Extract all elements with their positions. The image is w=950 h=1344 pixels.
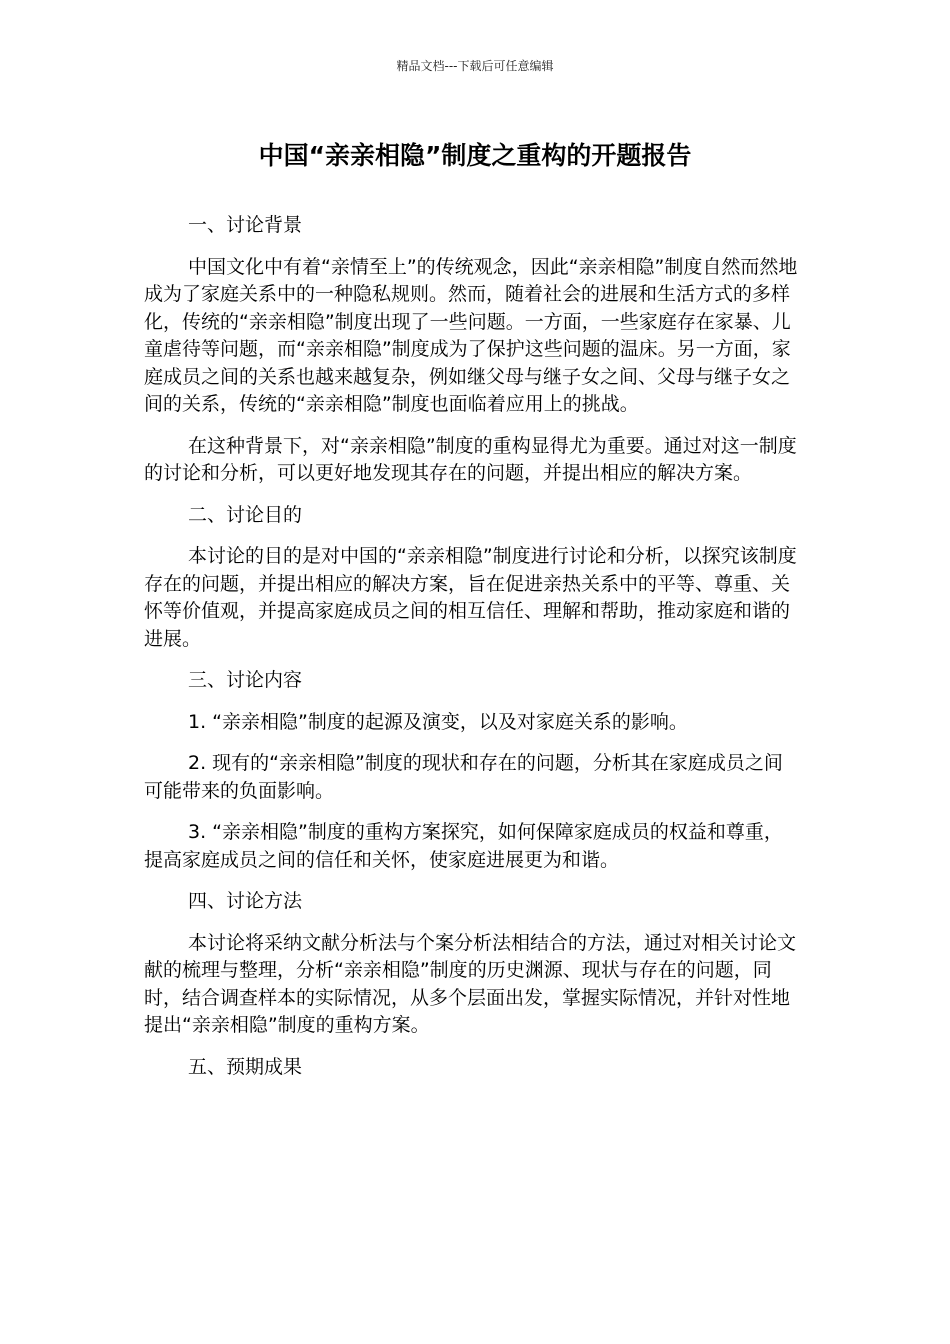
paragraph-background-1: 中国文化中有着“亲情至上”的传统观念，因此“亲亲相隐”制度自然而然地成为了家庭关系中的一种隐私规则。然而，随着社会的进展和生活方式的多样化，传统的“亲亲相隐”制度出现了一些问题。一方面，一些家庭存在家暴、儿童虐待等问题，而“亲亲相隐”制度成为了保护这些问题的温床。另一方面，家庭成员之间的关系也越来越复杂，例如继父母与继子女之间、父母与继子女之间的关系，传统的“亲亲相隐”制度也面临着应用上的挑战。 [144,255,798,415]
list-item-content-2: 2. 现有的“亲亲相隐”制度的现状和存在的问题，分析其在家庭成员之间可能带来的负面影响。 [144,752,783,802]
paragraph-purpose: 本讨论的目的是对中国的“亲亲相隐”制度进行讨论和分析，以探究该制度存在的问题，并提出相应的解决方案，旨在促进亲热关系中的平等、尊重、关怀等价值观，并提高家庭成员之间的相互信任、理解和帮助，推动家庭和谐的进展。 [144,545,797,650]
list-item-content-1: 1. “亲亲相隐”制度的起源及演变，以及对家庭关系的影响。 [188,710,688,733]
document-title: 中国“亲亲相隐”制度之重构的开题报告 [258,141,692,170]
section-heading-background: 一、讨论背景 [188,214,303,236]
section-heading-method: 四、讨论方法 [188,890,303,912]
section-heading-expected-results: 五、预期成果 [188,1055,303,1078]
paragraph-method: 本讨论将采纳文献分析法与个案分析法相结合的方法，通过对相关讨论文献的梳理与整理，分析“亲亲相隐”制度的历史渊源、现状与存在的问题，同时，结合调查样本的实际情况，从多个层面出发，掌握实际情况，并针对性地提出“亲亲相隐”制度的重构方案。 [144,931,797,1036]
page-header-note: 精品文档---下载后可任意编辑 [396,59,554,73]
paragraph-background-2: 在这种背景下，对“亲亲相隐”制度的重构显得尤为重要。通过对这一制度的讨论和分析，可以更好地发现其存在的问题，并提出相应的解决方案。 [144,434,797,484]
list-item-content-3: 3. “亲亲相隐”制度的重构方案探究，如何保障家庭成员的权益和尊重，提高家庭成员之间的信任和关怀，使家庭进展更为和谐。 [144,821,783,871]
section-heading-purpose: 二、讨论目的 [188,503,303,526]
document-body [144,212,800,1095]
section-heading-content: 三、讨论内容 [188,669,303,691]
